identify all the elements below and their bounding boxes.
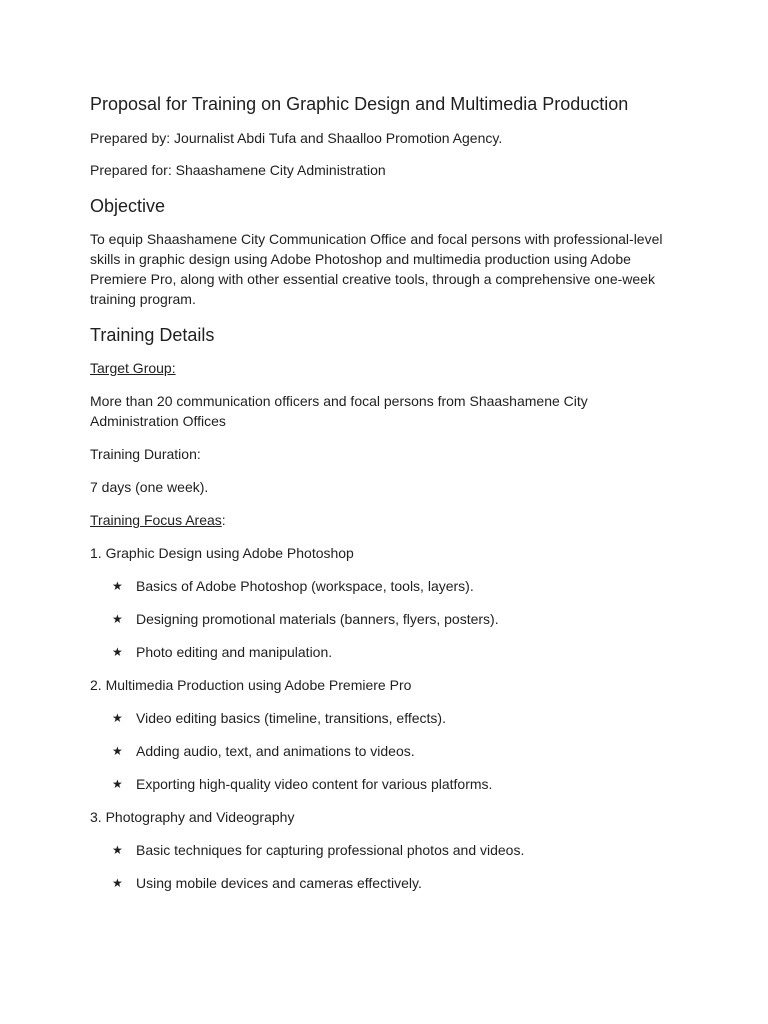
list-item xyxy=(112,873,678,893)
list-item xyxy=(112,609,678,629)
focus-area-title: 3. Photography and Videography xyxy=(90,809,295,825)
list-item-text: Using mobile devices and cameras effectively. xyxy=(136,875,422,891)
star-icon: ★ xyxy=(112,876,123,890)
star-icon: ★ xyxy=(112,843,123,857)
focus-areas-label-text: Training Focus Areas xyxy=(90,512,222,528)
list-item-text: Designing promotional materials (banners, flyers, posters). xyxy=(136,611,499,627)
list-item-text: Adding audio, text, and animations to videos. xyxy=(136,743,415,759)
document-title: Proposal for Training on Graphic Design and Multimedia Production xyxy=(90,94,629,114)
prepared-for: Prepared for: Shaashamene City Administration xyxy=(90,162,386,178)
list-item xyxy=(112,774,678,794)
star-icon: ★ xyxy=(112,645,123,659)
focus-areas-label xyxy=(90,510,678,530)
star-icon: ★ xyxy=(112,711,123,725)
objective-text: To equip Shaashamene City Communication Office and focal persons with professional-level skills in graphic design using Adobe Photoshop and multimedia production using Adobe Premiere Pro, along with other essential creative tools, through a comprehensive one-week training program. xyxy=(90,231,663,307)
target-group-text: More than 20 communication officers and focal persons from Shaashamene City Administration Offices xyxy=(90,393,588,429)
star-icon: ★ xyxy=(112,579,123,593)
list-item-text: Basics of Adobe Photoshop (workspace, tools, layers). xyxy=(136,578,474,594)
list-item-text: Exporting high-quality video content for various platforms. xyxy=(136,776,493,792)
star-icon: ★ xyxy=(112,744,123,758)
list-item xyxy=(112,576,678,596)
list-item xyxy=(112,741,678,761)
focus-area-list xyxy=(90,840,678,893)
focus-area-list xyxy=(90,708,678,794)
list-item xyxy=(112,708,678,728)
focus-area-list xyxy=(90,576,678,662)
training-details-heading: Training Details xyxy=(90,325,215,345)
training-duration-label: Training Duration: xyxy=(90,446,201,462)
list-item-text: Photo editing and manipulation. xyxy=(136,644,333,660)
training-duration-text: 7 days (one week). xyxy=(90,479,209,495)
objective-heading: Objective xyxy=(90,196,166,216)
target-group-label-text: Target Group: xyxy=(90,360,176,376)
focus-areas-colon: : xyxy=(221,512,226,528)
list-item-text: Basic techniques for capturing professional photos and videos. xyxy=(136,842,525,858)
star-icon: ★ xyxy=(112,777,123,791)
star-icon: ★ xyxy=(112,612,123,626)
target-group-label xyxy=(90,358,678,378)
list-item xyxy=(112,840,678,860)
list-item-text: Video editing basics (timeline, transitions, effects). xyxy=(136,710,446,726)
prepared-by: Prepared by: Journalist Abdi Tufa and Shaalloo Promotion Agency. xyxy=(90,130,503,146)
focus-area-title: 2. Multimedia Production using Adobe Premiere Pro xyxy=(90,677,412,693)
focus-area-title: 1. Graphic Design using Adobe Photoshop xyxy=(90,545,354,561)
list-item xyxy=(112,642,678,662)
